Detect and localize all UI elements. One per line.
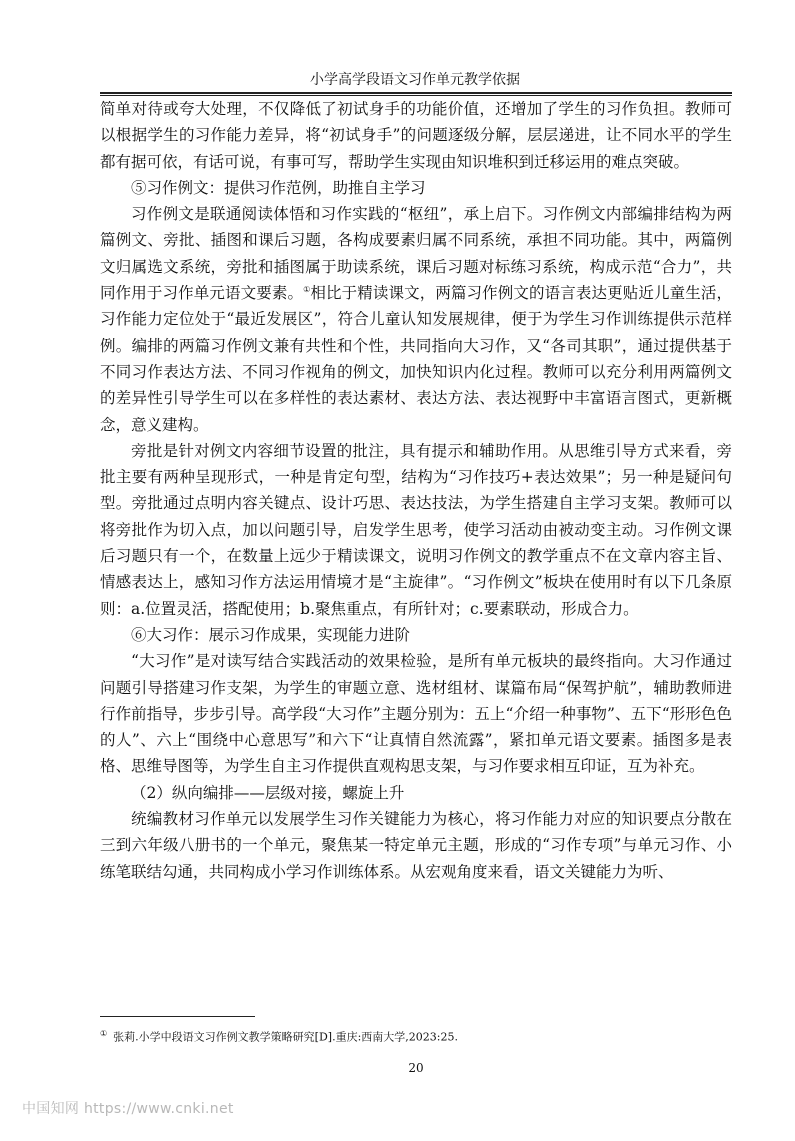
footnote-ref[interactable]: ① bbox=[303, 284, 311, 294]
paragraph-3: 旁批是针对例文内容细节设置的批注，具有提示和辅助作用。从思维引导方式来看，旁批主要有两种呈现形式，一种是肯定句型，结构为“习作技巧+表达效果”；另一种是疑问句型。旁批通过点明内容关键点、设计巧思、表达技法，为学生搭建自主学习支架。教师可以将旁批作为切入点，加以问题引导，启发学生思考，使学习活动由被动变主动。习作例文课后习题只有一个，在数量上远少于精读课文，说明习作例文的教学重点不在文章内容主旨、情感表达上，感知习作方法运用情境才是“主旋律”。“习作例文”板块在使用时有以下几条原则：a.位置灵活，搭配使用；b.聚焦重点，有所针对；c.要素联动，形成合力。 bbox=[100, 441, 732, 618]
running-header: 小学高学段语文习作单元教学依据 bbox=[310, 72, 520, 88]
footnote bbox=[100, 1026, 732, 1046]
cnki-watermark: 中国知网 https://www.cnki.net bbox=[22, 1101, 234, 1117]
subheading-2: （2）纵向编排——层级对接，螺旋上升 bbox=[131, 783, 405, 802]
subheading-6: ⑥大习作：展示习作成果，实现能力进阶 bbox=[131, 625, 411, 644]
paragraph-1: 简单对待或夸大处理，不仅降低了初试身手的功能价值，还增加了学生的习作负担。教师可以根据学生的习作能力差异，将“初试身手”的问题逐级分解，层层递进，让不同水平的学生都有据可依，有话可说，有事可写，帮助学生实现由知识堆积到迁移运用的难点突破。 bbox=[100, 100, 732, 171]
page-number: 20 bbox=[408, 1061, 424, 1075]
paragraph-2a: 习作例文是联通阅读体悟和习作实践的“枢纽”，承上启下。习作例文内部编排结构为两篇例文、旁批、插图和课后习题，各构成要素归属不同系统，承担不同功能。其中，两篇例文归属选文系统，旁批和插图属于助读系统，课后习题对标练习系统，构成示范“合力”，共同作用于习作单元语文要素。 bbox=[100, 205, 732, 303]
subheading-5: ⑤习作例文：提供习作范例，助推自主学习 bbox=[131, 178, 426, 197]
paragraph-2b: 相比于精读课文，两篇习作例文的语言表达更贴近儿童生活，习作能力定位处于“最近发展区”，符合儿童认知发展规律，便于为学生习作训练提供示范样例。编排的两篇习作例文兼有共性和个性，共同指向大习作，又“各司其职”，通过提供基于不同习作表达方法、不同习作视角的例文，加快知识内化过程。教师可以充分利用两篇例文的差异性引导学生可以在多样性的表达素材、表达方法、表达视野中丰富语言图式，更新概念，意义建构。 bbox=[100, 284, 732, 434]
paragraph-4: “大习作”是对读写结合实践活动的效果检验，是所有单元板块的最终指向。大习作通过问题引导搭建习作支架，为学生的审题立意、选材组材、谋篇布局“保驾护航”，辅助教师进行作前指导，步步引导。高学段“大习作”主题分别为：五上“介绍一种事物”、五下“形形色色的人”、六上“围绕中心意思写”和六下“让真情自然流露”，紧扣单元语文要素。插图多是表格、思维导图等，为学生自主习作提供直观构思支架，与习作要求相互印证，互为补充。 bbox=[100, 652, 732, 776]
paragraph-2 bbox=[100, 201, 732, 438]
paragraph-5: 统编教材习作单元以发展学生习作关键能力为核心，将习作能力对应的知识要点分散在三到六年级八册书的一个单元，聚焦某一特定单元主题，形成的“习作专项”与单元习作、小练笔联结勾通，共同构成小学习作训练体系。从宏观角度来看，语文关键能力为听、 bbox=[100, 810, 732, 881]
header-rule bbox=[100, 92, 732, 94]
footnote-rule bbox=[100, 1016, 255, 1017]
footnote-mark: ① bbox=[100, 1029, 108, 1038]
body-text bbox=[100, 96, 732, 885]
footnote-text: 张莉.小学中段语文习作例文教学策略研究[D].重庆:西南大学,2023:25. bbox=[113, 1030, 458, 1044]
